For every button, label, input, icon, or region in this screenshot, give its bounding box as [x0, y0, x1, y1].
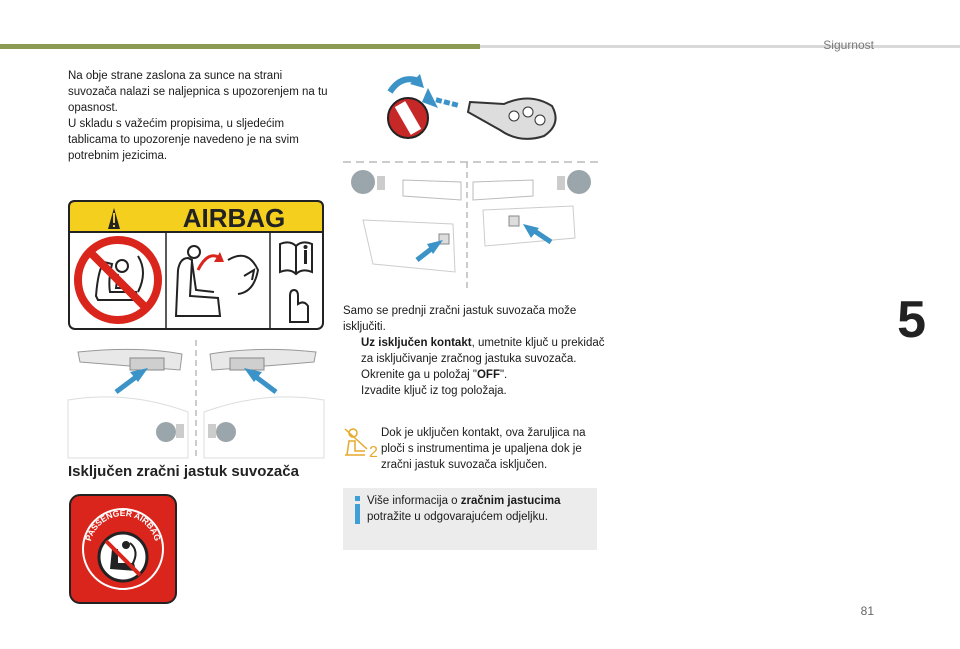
- section-title: Sigurnost: [823, 38, 874, 52]
- bullet-2-post: ".: [499, 369, 508, 381]
- right-intro: Samo se prednji zračni jastuk suvozača može isključiti.: [343, 305, 577, 333]
- key-illustration: [380, 72, 580, 152]
- intro-text-1: Na obje strane zaslona za sunce na strani suvozača nalazi se naljepnica s upozorenjem na tu opasnost.: [68, 70, 328, 114]
- airbag-off-lamp-icon: [343, 427, 377, 464]
- passenger-airbag-text: PASSENGER AIRBAG: [83, 507, 163, 543]
- info-pre: Više informacija o: [367, 495, 461, 507]
- page-number: 81: [860, 604, 874, 618]
- warning-lamp-note: [343, 425, 605, 473]
- info-text: [367, 493, 591, 525]
- info-icon: [355, 496, 360, 524]
- info-bold: zračnim jastucima: [460, 495, 561, 507]
- airbag-label-title: AIRBAG: [182, 203, 286, 233]
- header-rule: [480, 45, 960, 48]
- bullet-2-pre: Okrenite ga u položaj ": [361, 369, 477, 381]
- bullet-1-bold: Uz isključen kontakt: [361, 337, 472, 349]
- header-accent-bar: [0, 44, 480, 49]
- section-heading: Isključen zračni jastuk suvozača: [68, 463, 299, 480]
- intro-paragraph: [68, 68, 330, 164]
- glovebox-illustration: [343, 160, 599, 292]
- bullet-2: [343, 367, 605, 383]
- sun-visor-illustration: [68, 340, 324, 458]
- airbag-warning-label: [68, 200, 324, 330]
- info-post: potražite u odgovarajućem odjeljku.: [367, 511, 548, 523]
- chapter-number: 5: [897, 291, 926, 349]
- bullet-1-text: , umetnite ključ u prekidač za isključivanje zračnog jastuka suvozača.: [361, 337, 605, 365]
- bullet-2-bold: OFF: [476, 369, 500, 381]
- info-box: [343, 488, 597, 550]
- svg-text:2: 2: [369, 444, 378, 461]
- bullet-1: [343, 335, 605, 367]
- bullet-3: [343, 383, 605, 399]
- passenger-airbag-off-badge: [68, 493, 178, 605]
- no-child-seat-icon: [78, 240, 158, 320]
- note-text: Dok je uključen kontakt, ova žaruljica na ploči s instrumentima je upaljena dok je zračni jastuk suvozača isključen.: [381, 427, 586, 471]
- bullet-3-text: Izvadite ključ iz tog položaja.: [361, 385, 507, 397]
- right-instructions: [343, 303, 605, 399]
- intro-text-2: U skladu s važećim propisima, u sljedećim tablicama to upozorenje navedeno je na svim potrebnim jezicima.: [68, 118, 299, 162]
